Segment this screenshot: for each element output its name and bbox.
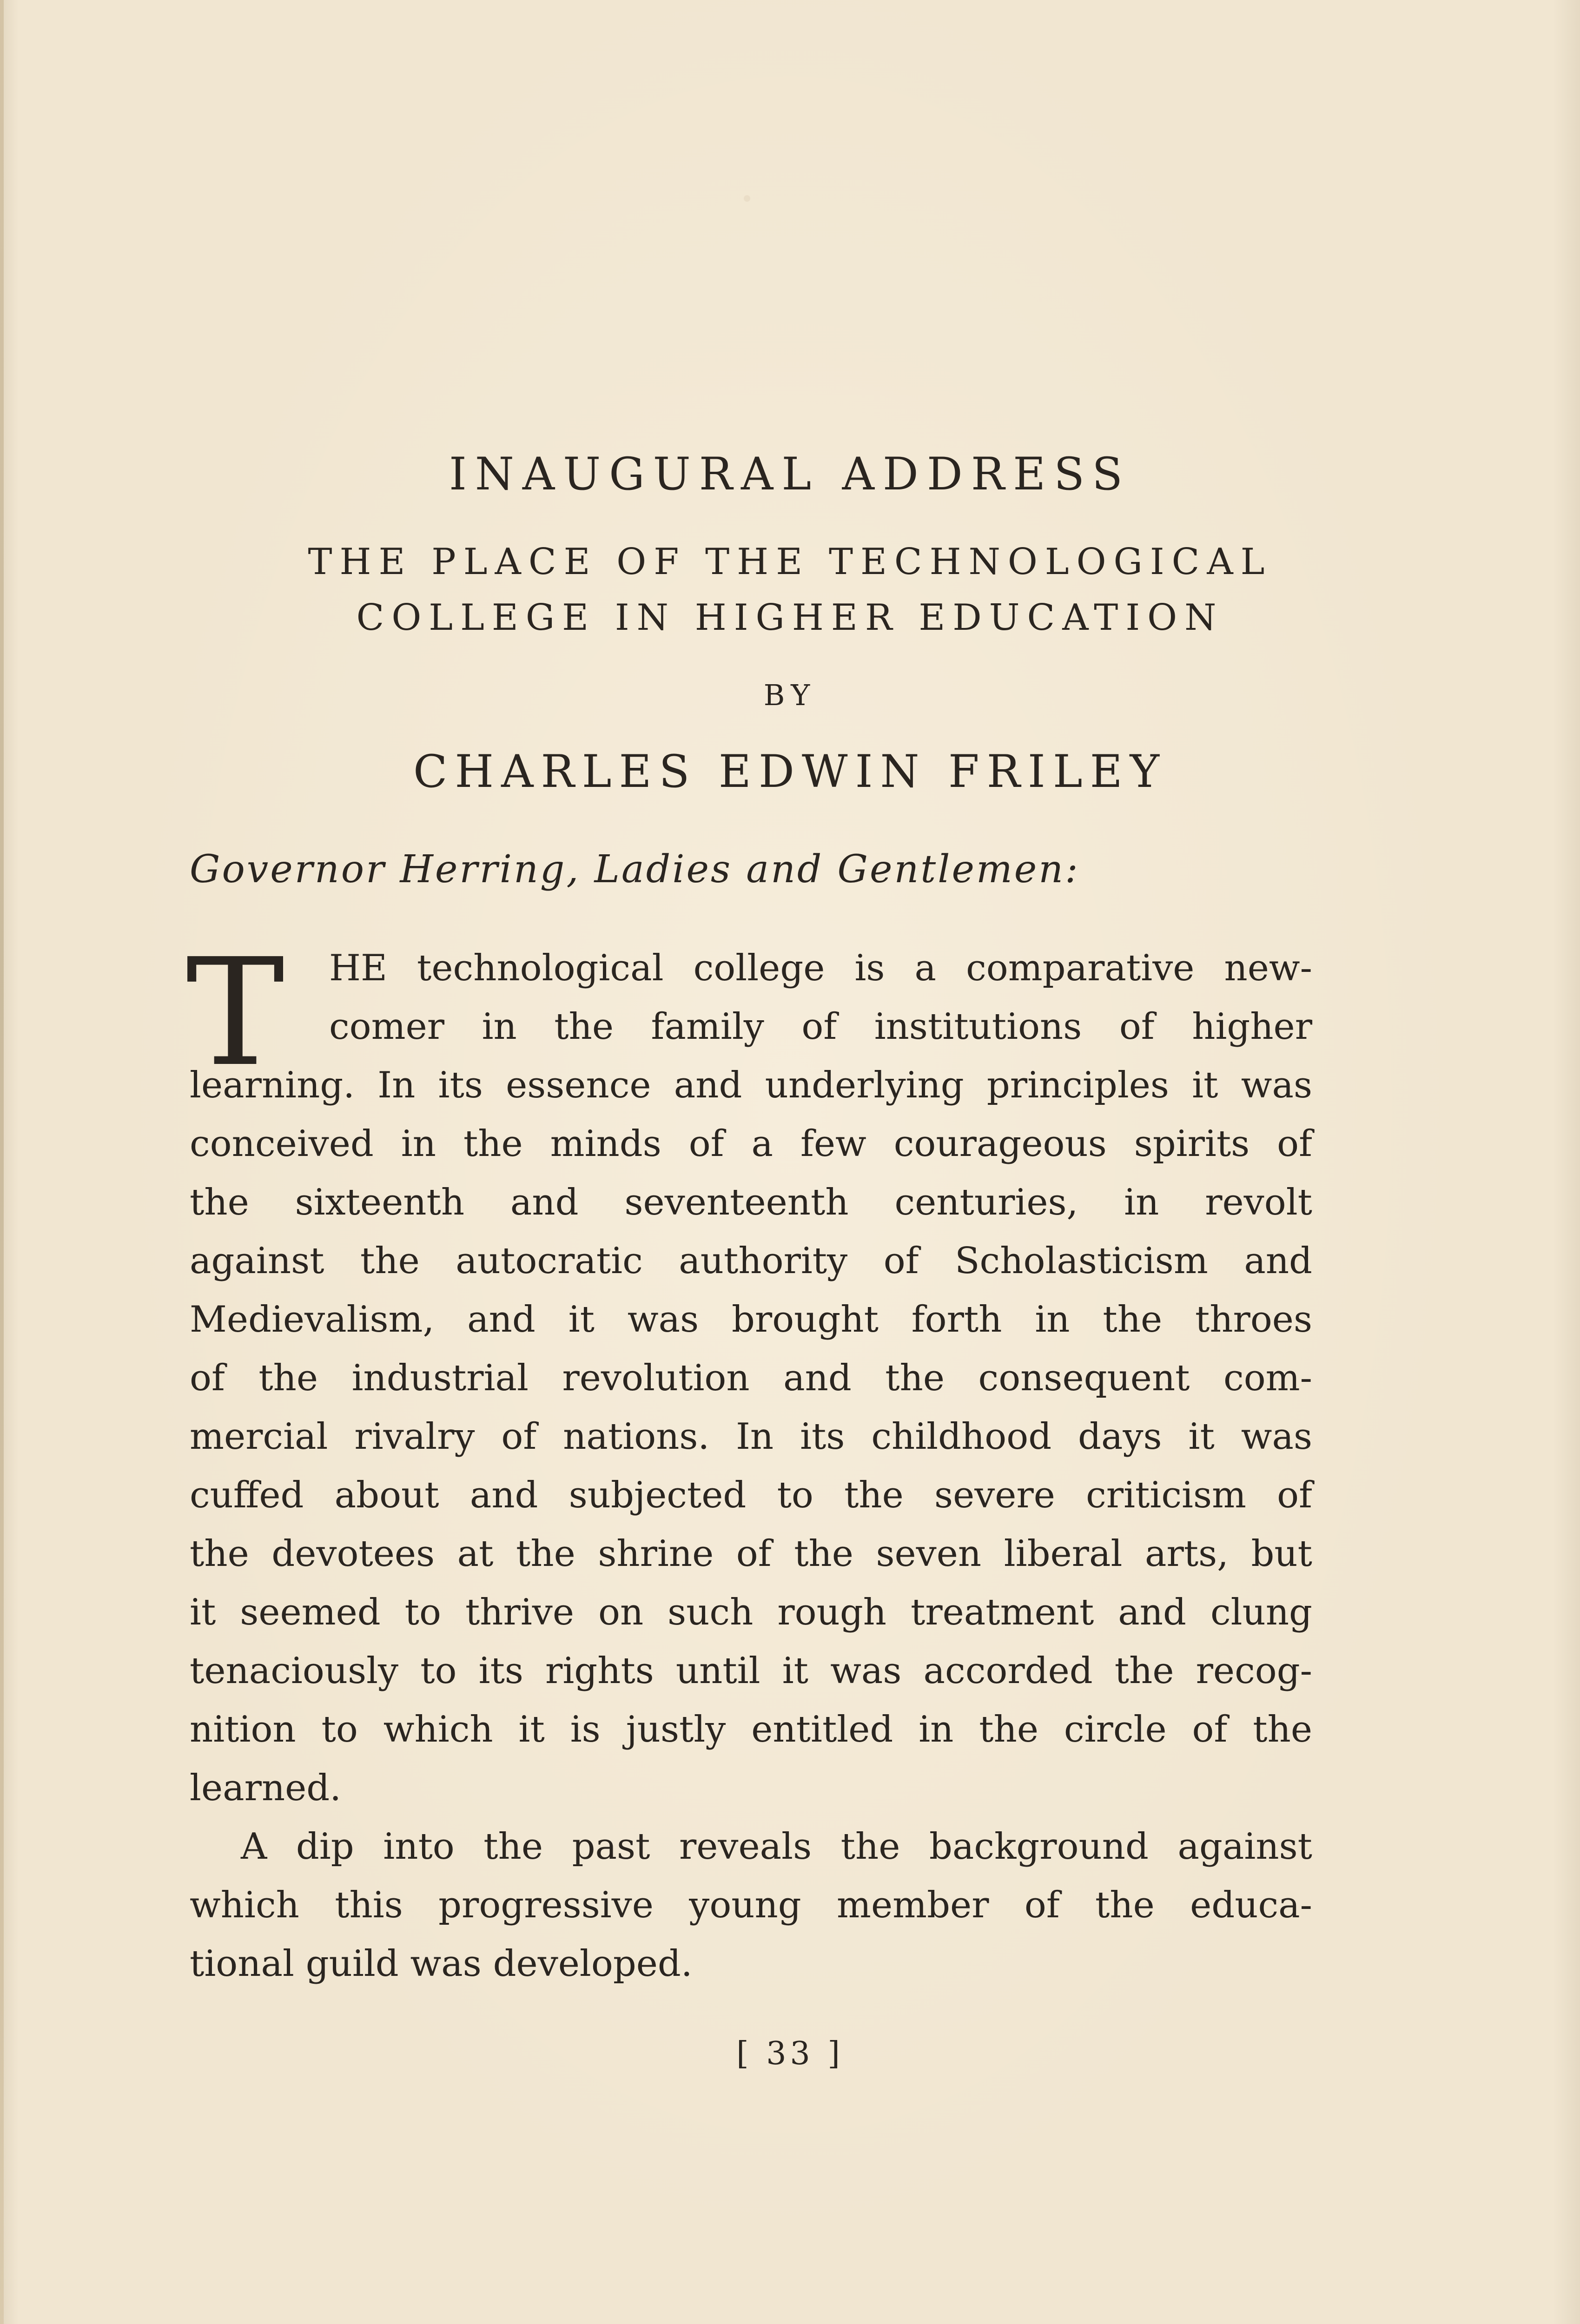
- paragraph-line: HE technological college is a comparative new-: [329, 947, 1312, 989]
- paragraph-line: conceived in the minds of a few courageous spirits of: [190, 1123, 1312, 1165]
- page-binding-edge: [0, 0, 4, 2324]
- subtitle-line-2: COLLEGE IN HIGHER EDUCATION: [356, 597, 1224, 639]
- paragraph-line: mercial rivalry of nations. In its childhood days it was: [190, 1416, 1312, 1458]
- paragraph-line: tional guild was developed.: [190, 1943, 693, 1985]
- page-title: INAUGURAL ADDRESS: [449, 448, 1131, 500]
- paragraph-line: nition to which it is justly entitled in the circle of the: [190, 1709, 1312, 1750]
- paragraph-line: learned.: [190, 1767, 342, 1809]
- paragraph-line: it seemed to thrive on such rough treatment and clung: [190, 1591, 1312, 1633]
- paragraph-line: comer in the family of institutions of higher: [329, 1006, 1312, 1048]
- paragraph-line: against the autocratic authority of Scholasticism and: [190, 1240, 1312, 1282]
- byline-label: BY: [763, 678, 817, 712]
- paragraph-line: tenaciously to its rights until it was accorded the recog-: [190, 1650, 1312, 1692]
- page-number: [ 33 ]: [736, 2035, 844, 2072]
- paragraph-line: Medievalism, and it was brought forth in the throes: [190, 1299, 1312, 1340]
- subtitle-line-1: THE PLACE OF THE TECHNOLOGICAL: [308, 541, 1272, 583]
- paragraph-1: [190, 939, 1312, 1817]
- paragraph-line: learning. In its essence and underlying principles it was: [190, 1064, 1312, 1106]
- paragraph-line: A dip into the past reveals the background against: [241, 1826, 1312, 1868]
- paragraph-line: which this progressive young member of the educa-: [190, 1884, 1312, 1926]
- drop-cap: T: [186, 927, 285, 1099]
- paragraph-line: the sixteenth and seventeenth centuries, in revolt: [190, 1182, 1312, 1223]
- paragraph-line: the devotees at the shrine of the seven liberal arts, but: [190, 1533, 1312, 1575]
- paragraph-2: [190, 1817, 1312, 1993]
- paragraph-line: of the industrial revolution and the consequent com-: [190, 1357, 1312, 1399]
- paper-spot: [744, 195, 750, 202]
- paragraph-line: cuffed about and subjected to the severe criticism of: [190, 1474, 1312, 1516]
- author-name: CHARLES EDWIN FRILEY: [413, 746, 1167, 798]
- salutation: Governor Herring, Ladies and Gentlemen:: [190, 847, 1080, 891]
